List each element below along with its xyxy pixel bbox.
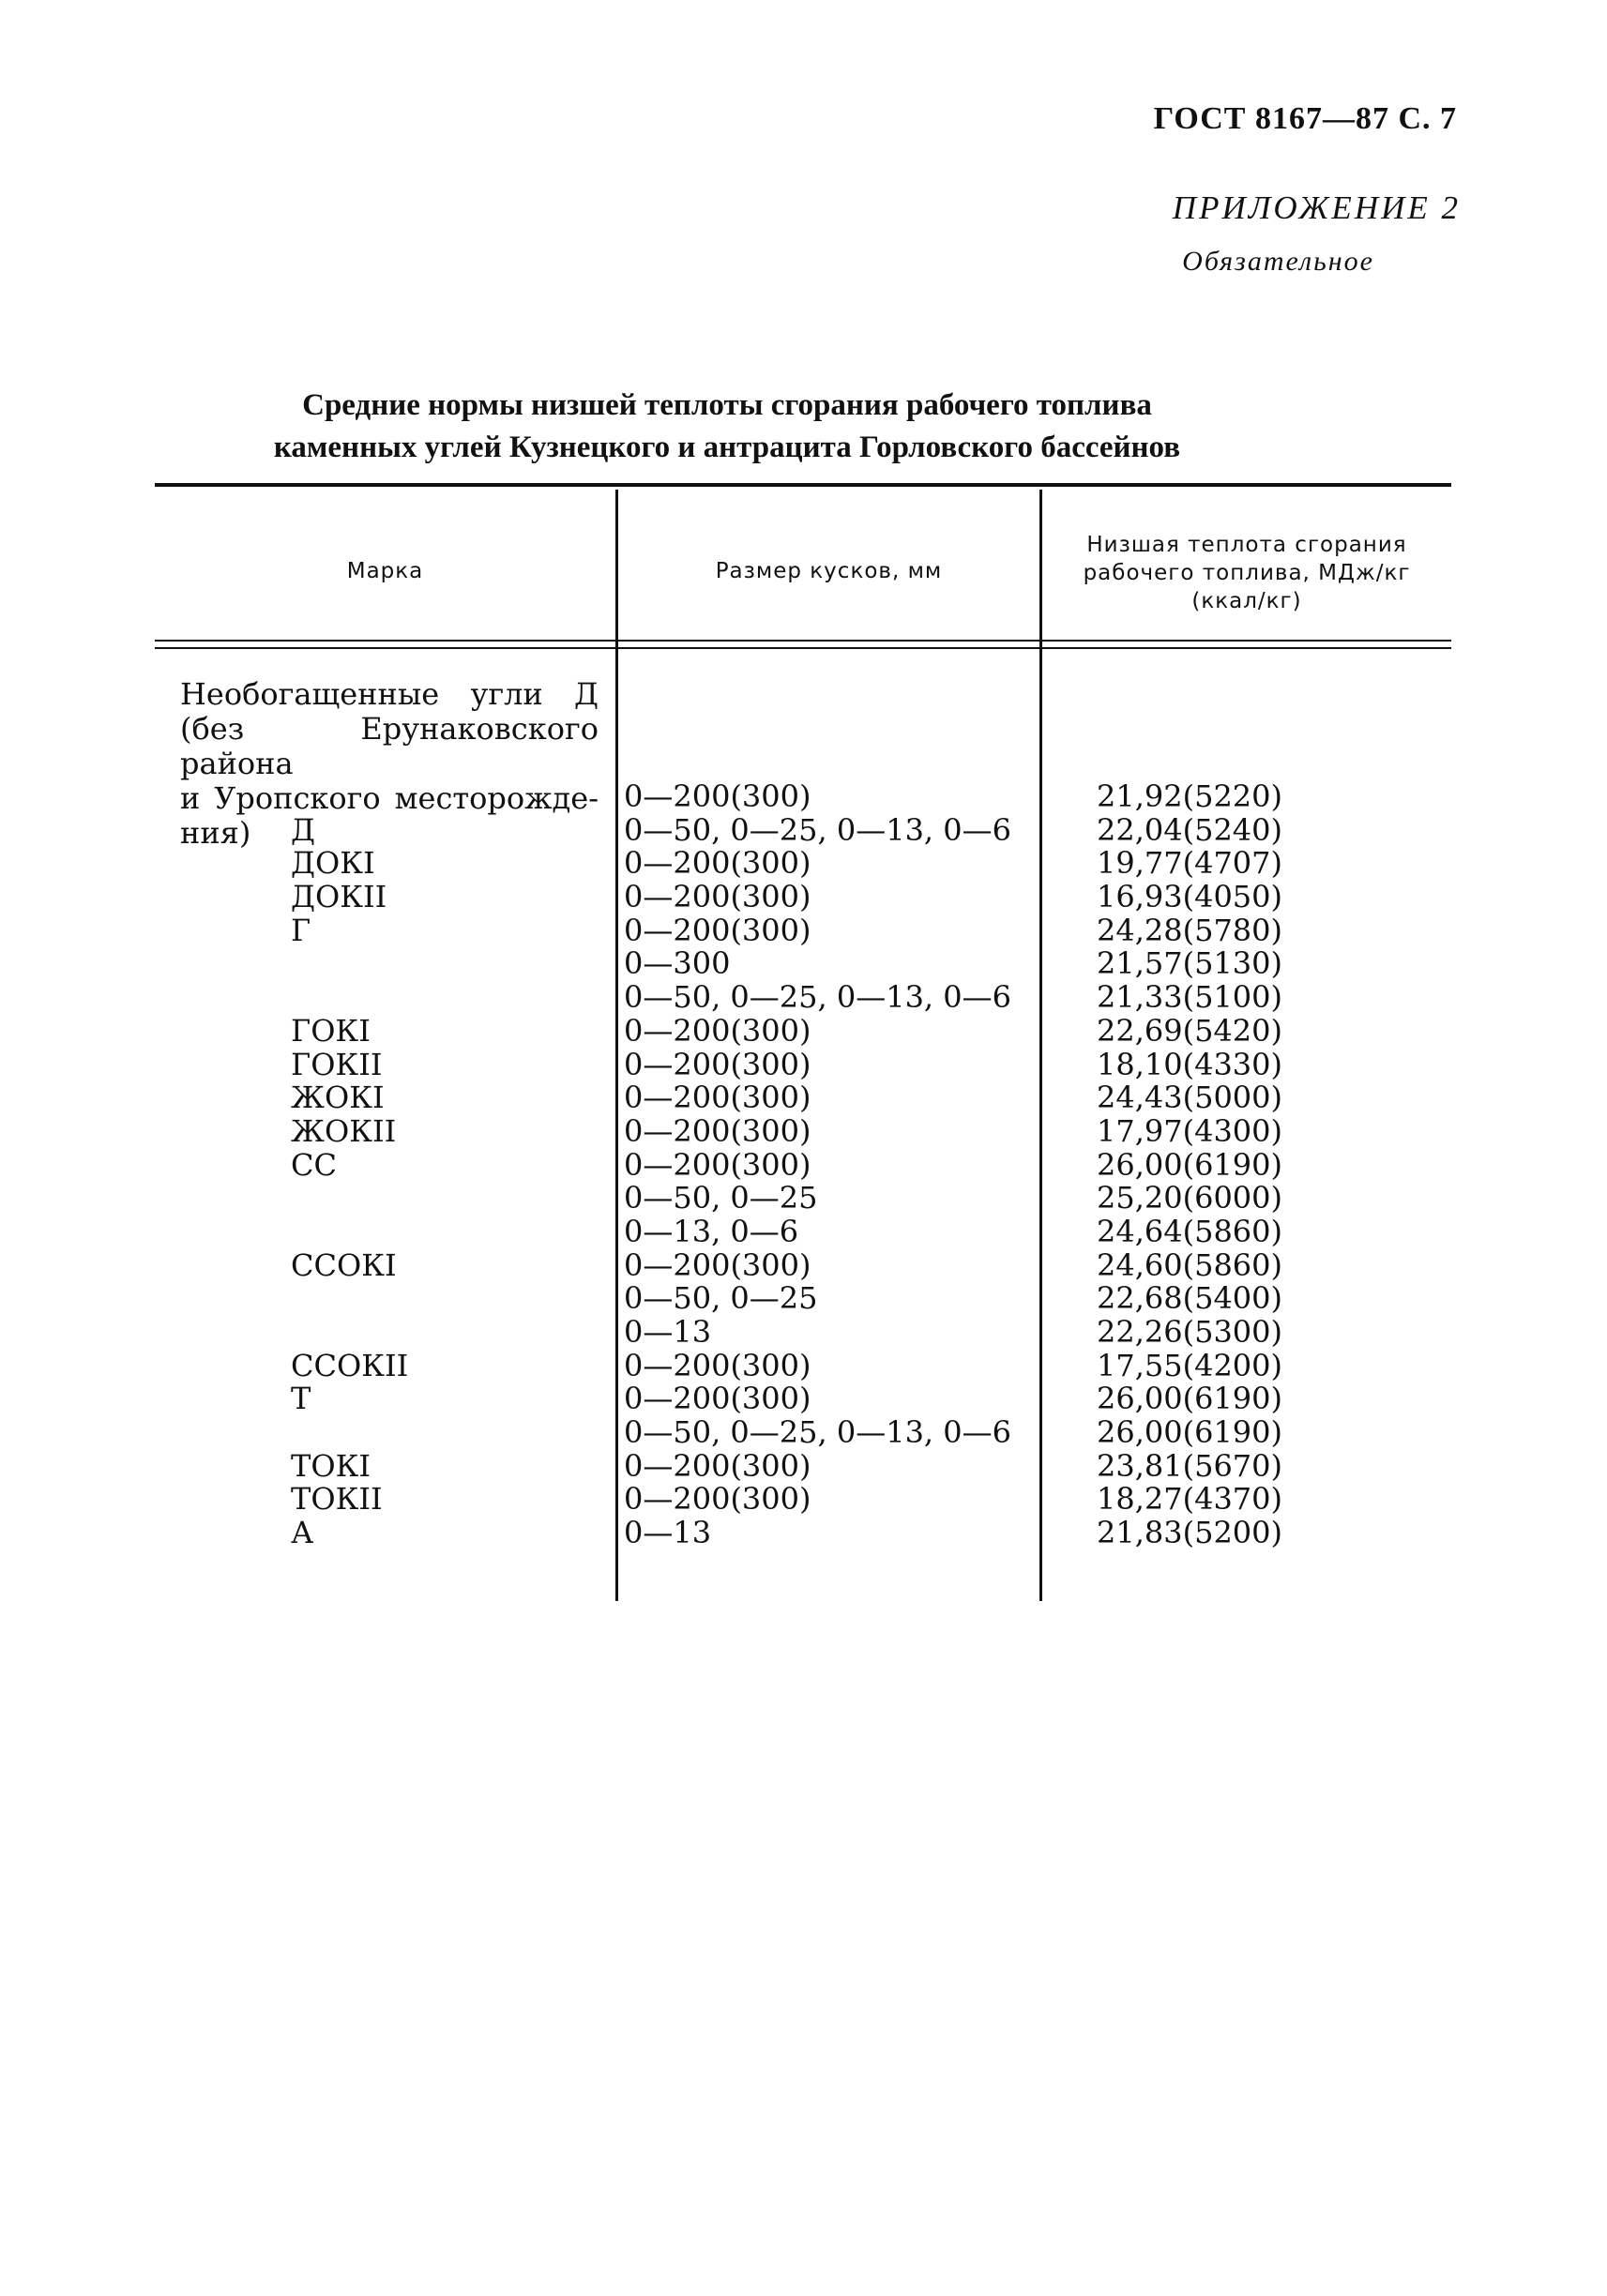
table-row xyxy=(155,1146,1451,1183)
row-mark: ТОКII xyxy=(291,1481,383,1518)
standard-header: ГОСТ 8167—87 С. 7 xyxy=(1153,101,1457,136)
column-header-size: Размер кусков, мм xyxy=(715,559,943,583)
column-header-heat-line-2: рабочего топлива, МДж/кг xyxy=(1083,561,1411,585)
row-mark: ССОКI xyxy=(291,1246,397,1283)
row-size: 0—13 xyxy=(624,1515,712,1551)
appendix-status: Обязательное xyxy=(1182,246,1374,277)
row-heat-value: 22,26(5300) xyxy=(1096,1314,1282,1350)
row-heat-value: 24,43(5000) xyxy=(1096,1080,1282,1116)
row-mark: ГОКI xyxy=(291,1012,371,1049)
table-row xyxy=(155,1447,1451,1484)
row-heat-value: 19,77(4707) xyxy=(1096,845,1282,882)
table-row xyxy=(155,780,1451,814)
row-mark: ЖОКI xyxy=(291,1080,385,1116)
table-row xyxy=(155,1416,1451,1450)
row-size: 0—200(300) xyxy=(624,1146,811,1183)
row-heat-value: 21,92(5220) xyxy=(1096,778,1282,814)
row-mark: СС xyxy=(291,1146,337,1183)
row-size: 0—200(300) xyxy=(624,1381,811,1417)
table-title-line-1: Средние нормы низшей теплоты сгорания рабочего топлива xyxy=(302,388,1152,422)
row-mark: А xyxy=(291,1515,314,1551)
table-row xyxy=(155,1213,1451,1249)
row-mark: ССОКII xyxy=(291,1347,409,1383)
row-heat-value: 26,00(6190) xyxy=(1096,1381,1282,1417)
row-heat-value: 18,10(4330) xyxy=(1096,1046,1282,1082)
row-size: 0—50, 0—25, 0—13, 0—6 xyxy=(624,1414,1011,1451)
column-header-heat-line-3: (ккал/кг) xyxy=(1191,589,1302,613)
row-mark: ДОКI xyxy=(291,845,375,882)
table-row xyxy=(155,1382,1451,1416)
row-size: 0—200(300) xyxy=(624,1012,811,1049)
coal-group-note-line-4: ния) xyxy=(180,815,251,851)
row-mark: ТОКI xyxy=(291,1447,371,1484)
row-size: 0—50, 0—25, 0—13, 0—6 xyxy=(624,811,1011,848)
row-size: 0—13 xyxy=(624,1314,712,1350)
table-row xyxy=(155,914,1451,948)
table-row xyxy=(155,1046,1451,1082)
table-row xyxy=(155,947,1451,981)
row-heat-value: 17,97(4300) xyxy=(1096,1112,1282,1149)
row-size: 0—200(300) xyxy=(624,778,811,814)
row-heat-value: 26,00(6190) xyxy=(1096,1146,1282,1183)
row-size: 0—200(300) xyxy=(624,1112,811,1149)
row-size: 0—50, 0—25 xyxy=(624,1280,818,1317)
header-divider-rule xyxy=(155,640,1451,642)
row-size: 0—300 xyxy=(624,945,731,982)
row-size: 0—200(300) xyxy=(624,845,811,882)
row-heat-value: 17,55(4200) xyxy=(1096,1347,1282,1383)
row-size: 0—50, 0—25, 0—13, 0—6 xyxy=(624,979,1011,1016)
row-mark: ЖОКII xyxy=(291,1112,397,1149)
coal-group-note-line-3: и Уропского месторожде- xyxy=(180,780,599,816)
column-header-heat xyxy=(1042,531,1451,615)
row-size: 0—200(300) xyxy=(624,912,811,948)
header-divider-rule-2 xyxy=(155,647,1451,649)
table-row xyxy=(155,811,1451,848)
coal-group-note-line-1: Необогащенные угли Д xyxy=(180,676,599,712)
row-mark: ГОКII xyxy=(291,1046,383,1082)
table-row xyxy=(155,1012,1451,1049)
row-heat-value: 16,93(4050) xyxy=(1096,879,1282,915)
table-row xyxy=(155,1081,1451,1115)
appendix-label: ПРИЛОЖЕНИЕ 2 xyxy=(1172,189,1461,226)
row-size: 0—200(300) xyxy=(624,1080,811,1116)
table-row xyxy=(155,1316,1451,1350)
row-heat-value: 26,00(6190) xyxy=(1096,1414,1282,1451)
table-row xyxy=(155,1347,1451,1383)
row-size: 0—50, 0—25 xyxy=(624,1180,818,1216)
row-heat-value: 25,20(6000) xyxy=(1096,1180,1282,1216)
row-mark: Д xyxy=(291,811,316,848)
table-top-rule xyxy=(155,483,1451,487)
table-row xyxy=(155,1517,1451,1550)
row-size: 0—200(300) xyxy=(624,879,811,915)
table-title-line-2: каменных углей Кузнецкого и антрацита Горловского бассейнов xyxy=(273,430,1181,464)
column-header-heat-line-1: Низшая теплота сгорания xyxy=(1086,533,1407,557)
table-row xyxy=(155,1112,1451,1149)
column-header-mark: Марка xyxy=(346,559,424,583)
row-heat-value: 21,33(5100) xyxy=(1096,979,1282,1016)
row-heat-value: 24,64(5860) xyxy=(1096,1213,1282,1249)
row-size: 0—200(300) xyxy=(624,1046,811,1082)
table-row xyxy=(155,1282,1451,1316)
row-size: 0—200(300) xyxy=(624,1246,811,1283)
row-size: 0—200(300) xyxy=(624,1447,811,1484)
table-row xyxy=(155,1483,1451,1517)
row-heat-value: 23,81(5670) xyxy=(1096,1447,1282,1484)
row-size: 0—200(300) xyxy=(624,1481,811,1518)
row-heat-value: 22,69(5420) xyxy=(1096,1012,1282,1049)
row-mark: ДОКII xyxy=(291,879,387,915)
table-row xyxy=(155,847,1451,881)
table-row xyxy=(155,1182,1451,1216)
coal-group-note-line-2: (без Ерунаковского района xyxy=(180,711,599,781)
row-mark: Г xyxy=(291,912,311,948)
row-heat-value: 18,27(4370) xyxy=(1096,1481,1282,1518)
table-row xyxy=(155,981,1451,1015)
row-heat-value: 21,83(5200) xyxy=(1096,1515,1282,1551)
row-mark: Т xyxy=(291,1381,311,1417)
row-heat-value: 24,60(5860) xyxy=(1096,1246,1282,1283)
row-heat-value: 22,04(5240) xyxy=(1096,811,1282,848)
row-heat-value: 21,57(5130) xyxy=(1096,945,1282,982)
row-size: 0—13, 0—6 xyxy=(624,1213,799,1249)
table-body xyxy=(155,780,1451,1550)
row-size: 0—200(300) xyxy=(624,1347,811,1383)
row-heat-value: 22,68(5400) xyxy=(1096,1280,1282,1317)
table-row xyxy=(155,881,1451,914)
row-heat-value: 24,28(5780) xyxy=(1096,912,1282,948)
table-title xyxy=(150,385,1304,469)
table-row xyxy=(155,1246,1451,1283)
